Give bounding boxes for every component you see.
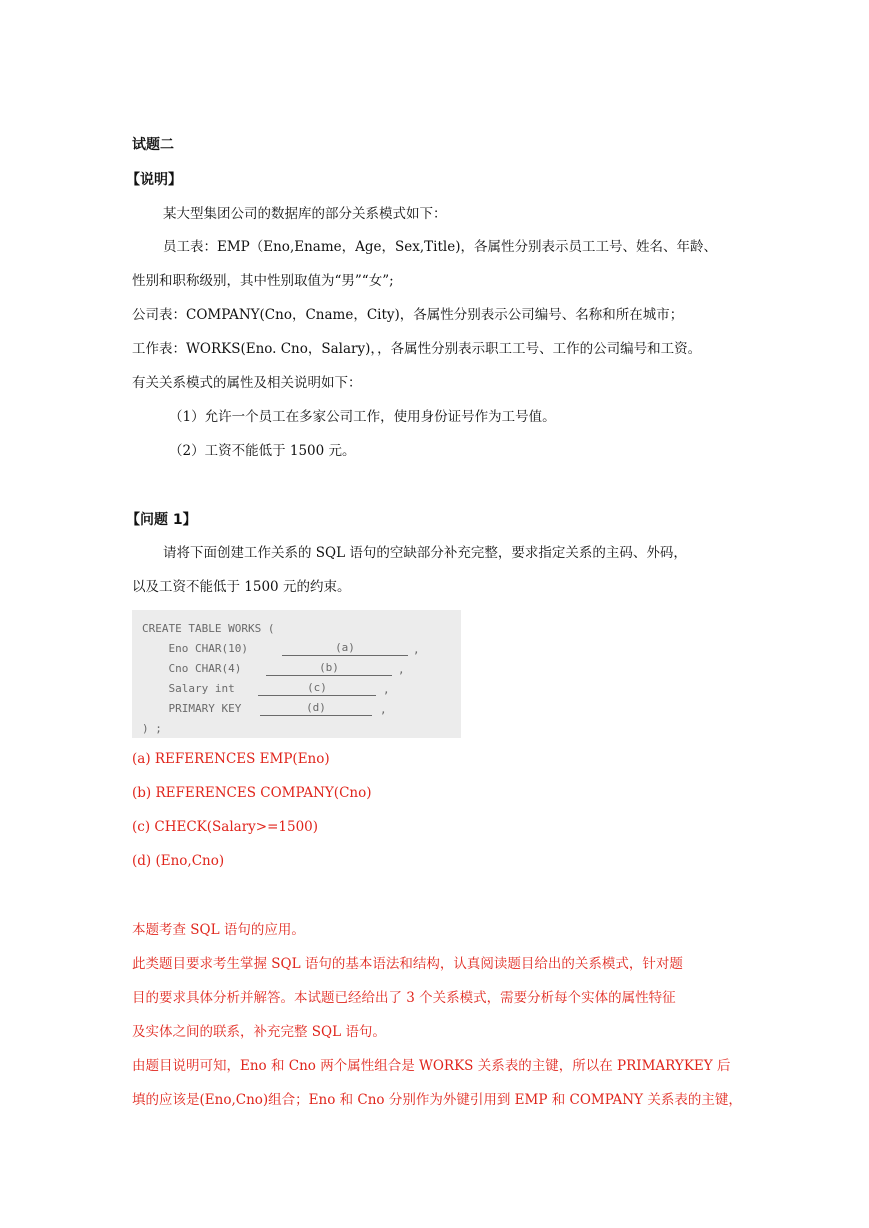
analysis-p2-line2: 目的要求具体分析并解答。本试题已经给出了 3 个关系模式，需要分析每个实体的属性特征 [132, 990, 676, 1006]
answer-b: (b) REFERENCES COMPANY(Cno) [132, 785, 372, 801]
analysis-p3-line1: 由题目说明可知，Eno 和 Cno 两个属性组合是 WORKS 关系表的主键，所以在 PRIMARYKEY 后 [132, 1058, 731, 1074]
sql-code-image [132, 610, 461, 738]
sql-blank-d: (d) [260, 701, 372, 716]
desc-company: 公司表：COMPANY(Cno，Cname，City)，各属性分别表示公司编号、名称和所在城市； [132, 307, 684, 323]
sql-blank-a: (a) [282, 641, 408, 656]
sql-comma-b: , [398, 663, 405, 676]
analysis-p3-line2: 填的应该是(Eno,Cno)组合；Eno 和 Cno 分别作为外键引用到 EMP 和 COMPANY 关系表的主键， [132, 1092, 742, 1108]
answer-a: (a) REFERENCES EMP(Eno) [132, 751, 330, 767]
question1-line2: 以及工资不能低于 1500 元的约束。 [132, 579, 351, 595]
sql-line-eno: Eno CHAR(10) [142, 642, 248, 655]
sql-blank-b: (b) [266, 661, 392, 676]
sql-comma-d: , [380, 703, 387, 716]
answer-d: (d) (Eno,Cno) [132, 853, 225, 869]
sql-line-close: ) ; [142, 722, 162, 735]
sql-blank-c: (c) [258, 681, 376, 696]
desc-intro: 某大型集团公司的数据库的部分关系模式如下： [163, 206, 447, 222]
sql-line-cno: Cno CHAR(4) [142, 662, 242, 675]
desc-attrs: 有关关系模式的属性及相关说明如下： [132, 375, 362, 391]
sql-comma-c: , [383, 683, 390, 696]
heading: 试题二 [132, 137, 174, 153]
sql-comma-a: , [413, 643, 420, 656]
sql-line-primary-key: PRIMARY KEY [142, 702, 242, 715]
analysis-p1: 本题考查 SQL 语句的应用。 [132, 922, 305, 938]
analysis-p2-line1: 此类题目要求考生掌握 SQL 语句的基本语法和结构，认真阅读题目给出的关系模式，针对题 [132, 956, 683, 972]
desc-works: 工作表：WORKS(Eno. Cno，Salary)，，各属性分别表示职工工号、工作的公司编号和工资。 [132, 341, 702, 357]
desc-note-1: （1）允许一个员工在多家公司工作，使用身份证号作为工号值。 [169, 409, 556, 425]
sql-line-create: CREATE TABLE WORKS ( [142, 622, 275, 635]
sql-line-salary: Salary int [142, 682, 235, 695]
answer-c: (c) CHECK(Salary>=1500) [132, 819, 319, 835]
question1-title: 【问题 1】 [126, 512, 197, 528]
analysis-p2-line3: 及实体之间的联系，补充完整 SQL 语句。 [132, 1024, 386, 1040]
desc-emp-line2: 性别和职称级别，其中性别取值为“男”“女”; [132, 273, 394, 289]
desc-emp-line1: 员工表：EMP（Eno,Ename，Age，Sex,Title)，各属性分别表示员工工号、姓名、年龄、 [163, 239, 717, 255]
desc-note-2: （2）工资不能低于 1500 元。 [169, 443, 356, 459]
question1-line1: 请将下面创建工作关系的 SQL 语句的空缺部分补充完整，要求指定关系的主码、外码， [163, 545, 687, 561]
section-description-title: 【说明】 [126, 172, 182, 188]
